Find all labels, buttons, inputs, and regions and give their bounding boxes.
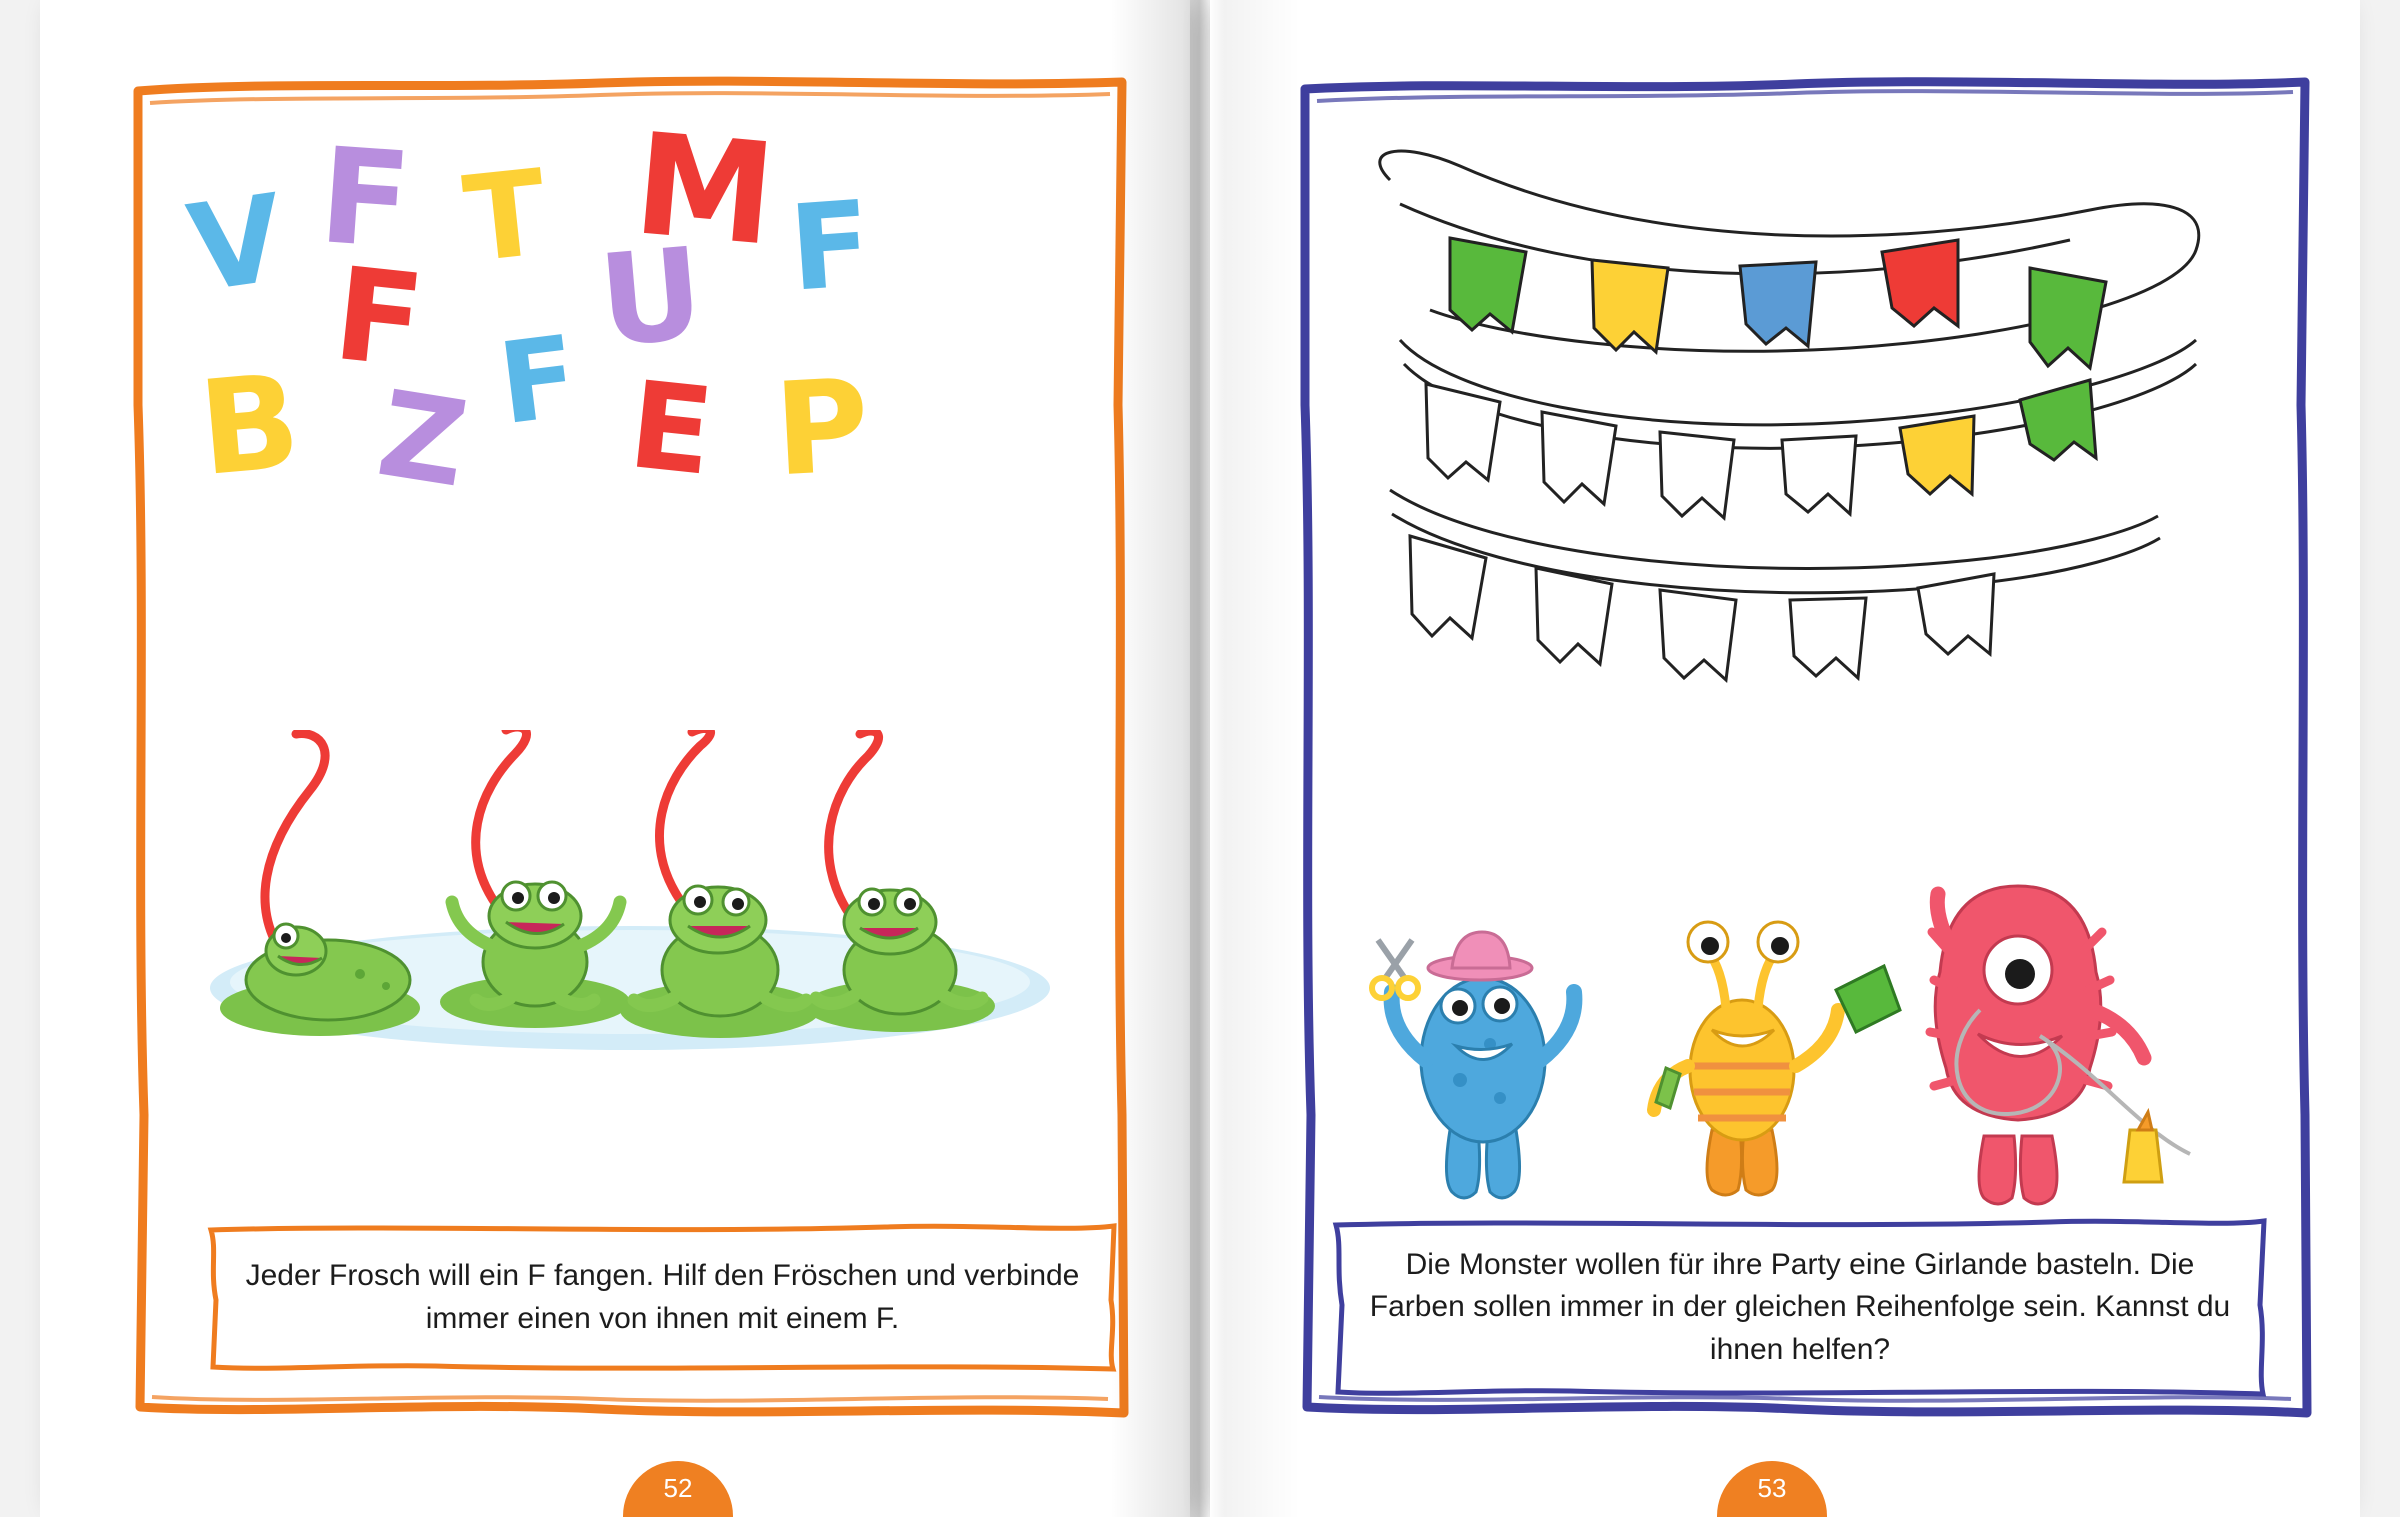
monsters-illustration bbox=[1340, 830, 2270, 1220]
letter-z[interactable]: Z bbox=[369, 364, 476, 514]
letter-f-3[interactable]: F bbox=[327, 239, 431, 398]
letter-b[interactable]: B bbox=[193, 344, 306, 506]
left-page-caption bbox=[205, 1220, 1120, 1375]
blue-monster bbox=[1372, 932, 1574, 1198]
letter-e[interactable]: E bbox=[623, 356, 720, 503]
right-page-caption bbox=[1330, 1215, 2270, 1400]
pink-furry-monster bbox=[1930, 886, 2190, 1204]
page-number-right: 53 bbox=[1717, 1461, 1827, 1517]
letter-f-4[interactable]: F bbox=[492, 311, 585, 451]
letter-p[interactable]: P bbox=[771, 351, 873, 506]
letter-f-2[interactable]: F bbox=[785, 174, 876, 318]
letter-m[interactable]: M bbox=[628, 103, 782, 278]
letter-u[interactable]: U bbox=[593, 219, 709, 376]
right-caption-text: Die Monster wollen für ihre Party eine Girlande basteln. Die Farben sollen immer in der gleichen Reihenfolge sein. Kannst du ihnen helfen? bbox=[1369, 1247, 2231, 1366]
left-caption-text: Jeder Frosch will ein F fangen. Hilf den Fröschen und verbinde immer einen von ihnen mit einem F. bbox=[245, 1258, 1080, 1335]
letter-t[interactable]: T bbox=[458, 143, 553, 289]
letter-v[interactable]: V bbox=[180, 169, 293, 320]
page-number-left: 52 bbox=[623, 1461, 733, 1517]
frog-pond-illustration bbox=[200, 730, 1070, 1060]
garland-illustration bbox=[1330, 140, 2280, 820]
letter-f-1[interactable]: F bbox=[314, 119, 416, 279]
left-page bbox=[40, 0, 1190, 1517]
yellow-monster bbox=[1654, 922, 1900, 1195]
letter-cloud bbox=[180, 103, 1080, 545]
